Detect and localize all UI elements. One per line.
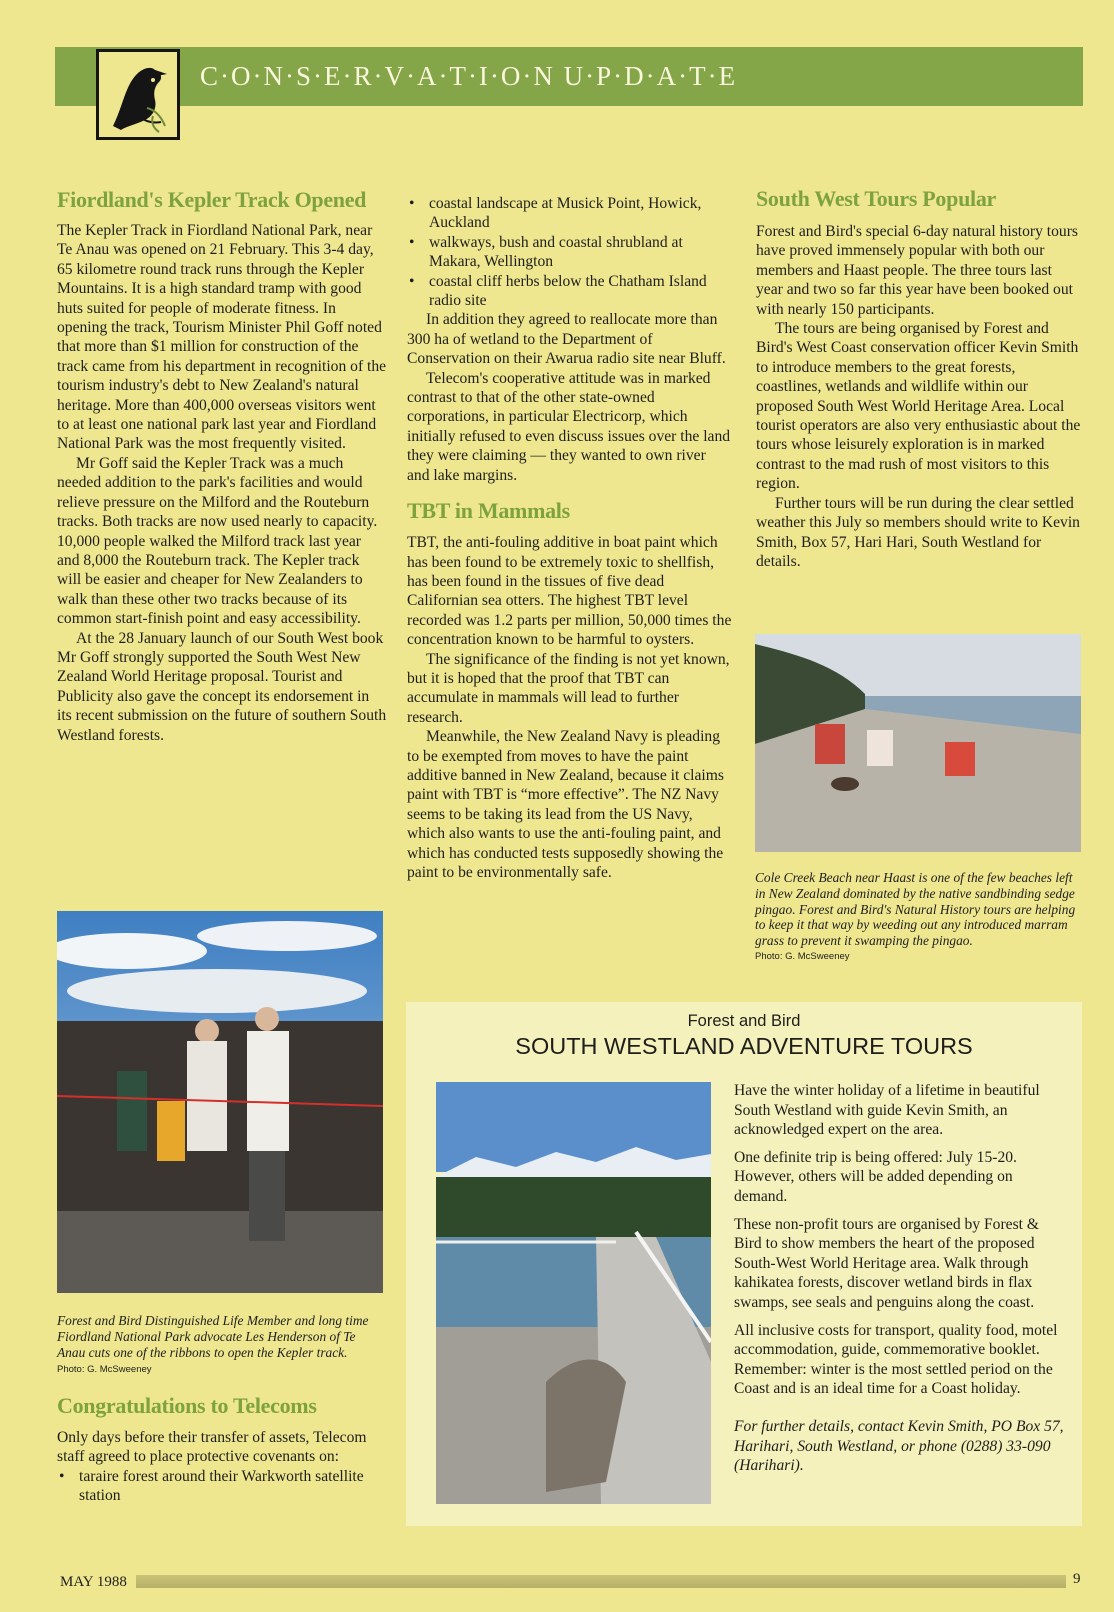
beach-caption <box>755 870 1080 965</box>
ad-paragraph: One definite trip is being offered: July 15-20. However, others will be added depending on demand. <box>734 1148 1017 1205</box>
photo-boardwalk <box>436 1082 711 1504</box>
telecom-bullets-cont <box>407 194 732 310</box>
section-title: C·O·N·S·E·R·V·A·T·I·O·N U·P·D·A·T·E <box>200 61 738 91</box>
footer-bar <box>136 1575 1066 1588</box>
telecom-bullets <box>57 1467 387 1506</box>
caption-text: Forest and Bird Distinguished Life Member and long time Fiordland National Park advocate Les Henderson of Te Anau cuts one of the ribbons to open the Kepler track. <box>57 1313 369 1360</box>
list-item: • walkways, bush and coastal shrubland at Makara, Wellington <box>407 233 732 272</box>
tui-bird-icon <box>103 56 175 136</box>
photo-ribbon-cutting <box>57 911 383 1293</box>
caption-text: Cole Creek Beach near Haast is one of the few beaches left in New Zealand dominated by the native sandbinding sedge pingao. Forest and Bird's Natural History tours are helping to keep it that way by weeding out any introduced marram grass to prevent it swamping the pingao. <box>755 870 1076 949</box>
photo-credit: Photo: G. McSweeney <box>755 950 850 962</box>
telecom-paragraph: In addition they agreed to reallocate more than 300 ha of wetland to the Department of Conservation on their Awarua radio site near Bluff. <box>407 311 726 368</box>
tours-paragraph: Forest and Bird's special 6-day natural history tours have proved immensely popular with both our members and Haast people. The three tours last year and two so far this year have been booked out with nearly 150 participants. <box>756 223 1078 318</box>
adventure-tours-ad <box>406 1002 1082 1526</box>
photo-credit: Photo: G. McSweeney <box>57 1364 152 1376</box>
issue-date: MAY 1988 <box>60 1574 127 1590</box>
ribbon-caption <box>57 1313 377 1378</box>
list-item: • coastal cliff herbs below the Chatham Island radio site <box>407 272 732 311</box>
tbt-paragraph: The significance of the finding is not yet known, but it is hoped that the proof that TBT can accumulate in mammals will lead to further research. <box>407 650 730 726</box>
tbt-paragraph: Meanwhile, the New Zealand Navy is pleading to be exempted from moves to have the paint additive banned in New Zealand, because it claims paint with TBT is “more effective”. The NZ Navy seems to be taking its lead from the US Navy, which also wants to use the anti-fouling paint, and which has conducted tests supposedly showing the paint to be environmentally safe. <box>407 728 724 881</box>
column-left-lower <box>57 1394 387 1506</box>
telecom-intro: Only days before their transfer of assets, Telecom staff agreed to place protective covenants on: <box>57 1429 367 1466</box>
list-item: • taraire forest around their Warkworth satellite station <box>57 1467 387 1506</box>
tours-paragraph: The tours are being organised by Forest and Bird's West Coast conservation officer Kevin Smith to introduce members to the great forests, coastlines, wetlands and wildlife within our proposed South West World Heritage Area. Local tourist operators are also very enthusiastic about the tours whose leisurely exploration is in marked contrast to the mad rush of most visitors to this region. <box>756 320 1081 493</box>
ad-title: SOUTH WESTLAND ADVENTURE TOURS <box>515 1033 973 1059</box>
kepler-heading: Fiordland's Kepler Track Opened <box>57 187 367 212</box>
column-right <box>756 187 1081 571</box>
ad-paragraph: Have the winter holiday of a lifetime in beautiful South Westland with guide Kevin Smith, an acknowledged expert on the area. <box>734 1082 1040 1139</box>
ad-subtitle: Forest and Bird <box>687 1012 801 1030</box>
tours-heading: South West Tours Popular <box>756 186 996 211</box>
list-item: • coastal landscape at Musick Point, Howick, Auckland <box>407 194 732 233</box>
ad-paragraph: All inclusive costs for transport, quality food, motel accommodation, guide, commemorative booklet. Remember: winter is the most settled period on the Coast and is an ideal time for a Coast holiday. <box>734 1321 1058 1398</box>
ad-paragraph: These non-profit tours are organised by Forest & Bird to show members the heart of the proposed South-West World Heritage area. Walk through kahikatea forests, discover wetland birds in flax swamps, see seals and penguins along the coast. <box>734 1215 1040 1311</box>
column-left <box>57 188 387 745</box>
ad-text <box>734 1081 1064 1484</box>
tours-paragraph: Further tours will be run during the clear settled weather this July so members should write to Kevin Smith, Box 57, Hari Hari, South Westland for details. <box>756 494 1080 570</box>
tbt-heading: TBT in Mammals <box>407 498 570 524</box>
column-middle <box>407 194 732 882</box>
kepler-paragraph: The Kepler Track in Fiordland National Park, near Te Anau was opened on 21 February. This 3-4 day, 65 kilometre round track runs through the Kepler Mountains. It is a high standard tramp with good huts suited for people of moderate fitness. In opening the track, Tourism Minister Phil Goff noted that more than $1 million for construction of the track came from his department in recognition of the tourism industry's debt to New Zealand's natural heritage. More than 400,000 overseas visitors went to at least one national park last year and Fiordland National Park was the most frequently visited. <box>57 222 387 453</box>
page-number: 9 <box>1073 1571 1081 1587</box>
tbt-paragraph: TBT, the anti-fouling additive in boat paint which has been found to be extremely toxic to shellfish, has been found in the tissues of five dead Californian sea otters. The highest TBT level recorded was 1.2 parts per million, 50,000 times the concentration known to be harmful to oysters. <box>407 534 732 649</box>
photo-beach <box>755 634 1081 852</box>
telecom-paragraph: Telecom's cooperative attitude was in marked contrast to that of the other state-owned corporations, in particular Electricorp, which initially refused to even discuss issues over the land they were claiming — they wanted to own river and lake margins. <box>407 369 731 484</box>
ad-contact: For further details, contact Kevin Smith, PO Box 57, Harihari, South Westland, or phone (0288) 33-090 (Harihari). <box>734 1417 1064 1475</box>
kepler-paragraph: Mr Goff said the Kepler Track was a much needed addition to the park's facilities and would relieve pressure on the Milford and the Routeburn tracks. Both tracks are now used nearly to capacity. 10,000 people walked the Milford track last year and 8,000 the Routeburn track. The Kepler track will be easier and cheaper for New Zealanders to walk than these other two tracks because of its common start-finish point and easy accessibility. <box>57 454 378 628</box>
kepler-paragraph: At the 28 January launch of our South West book Mr Goff strongly supported the South West New Zealand World Heritage proposal. Tourist and Publicity also gave the concept its endorsement in its recent submission on the future of southern South Westland forests. <box>57 629 387 744</box>
logo <box>96 49 180 140</box>
telecom-heading: Congratulations to Telecoms <box>57 1393 317 1418</box>
